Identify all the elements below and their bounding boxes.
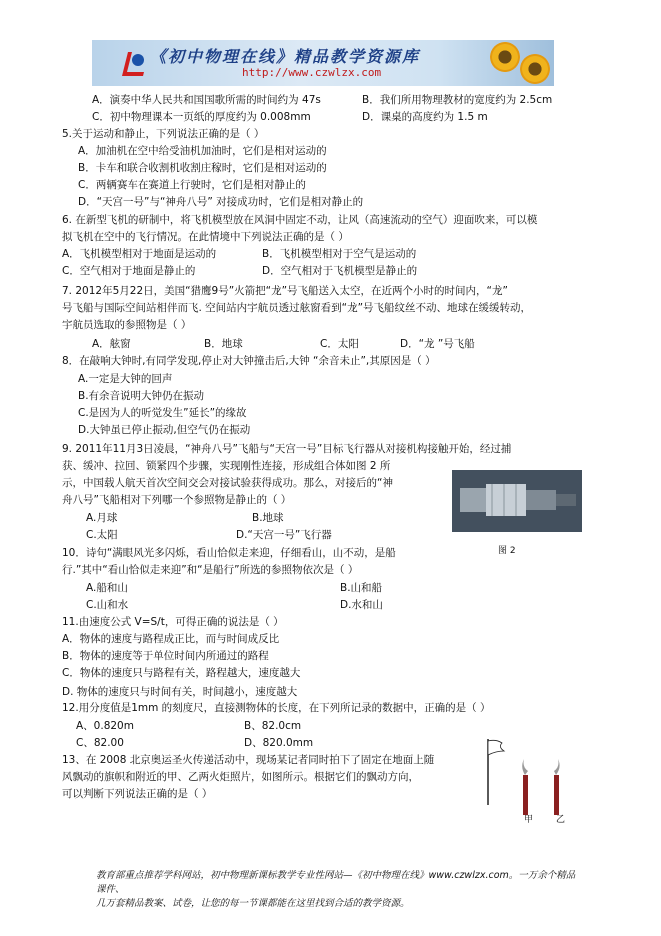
text-line-q6d: D．空气相对于飞机模型是静止的 <box>262 265 418 277</box>
footer-line-2: 几万套精品教案、试卷，让您的每一节课都能在这里找到合适的教学资源。 <box>96 898 410 909</box>
text-line-q12: 12.用分度值是1mm 的刻度尺，直接测物体的长度，在下列所记录的数据中，正确的是（ ） <box>62 702 491 714</box>
site-logo-icon <box>118 48 148 80</box>
text-line-q11d: D. 物体的速度只与时间有关，时间越小，速度越大 <box>62 686 298 698</box>
text-line-q9d: D.“天宫一号”飞行器 <box>236 529 332 541</box>
text-line-q6c: C．空气相对于地面是静止的 <box>62 265 196 277</box>
text-line-q5c: C．两辆赛车在赛道上行驶时，它们是相对静止的 <box>78 179 306 191</box>
text-line-q5a: A．加油机在空中给受油机加油时，它们是相对运动的 <box>78 145 327 157</box>
text-line-torchB: 乙 <box>556 815 566 825</box>
text-line-q13l1: 13、在 2008 北京奥运圣火传递活动中，现场某记者同时拍下了固定在地面上随 <box>62 754 435 766</box>
text-line-q12d: D、820.0mm <box>244 737 314 749</box>
text-line-q5b: B．卡车和联合收割机收割庄稼时，它们是相对运动的 <box>78 162 327 174</box>
text-line-q4c: C．初中物理课本一页纸的厚度约为 0.008mm <box>92 111 311 123</box>
text-line-q9c: C.太阳 <box>86 529 118 541</box>
text-line-q4b: B．我们所用物理教材的宽度约为 2.5cm <box>362 94 553 106</box>
text-line-q8: 8．在敲响大钟时,有同学发现,停止对大钟撞击后,大钟 “余音未止”,其原因是（ ） <box>62 355 436 367</box>
text-line-q7b: B．地球 <box>204 338 243 350</box>
text-line-q10a: A.船和山 <box>86 582 128 594</box>
text-line-q11c: C．物体的速度只与路程有关，路程越大，速度越大 <box>62 667 301 679</box>
text-line-q11: 11.由速度公式 V=S/t，可得正确的说法是（ ） <box>62 616 284 628</box>
figure-torches <box>480 735 580 825</box>
text-line-q8b: B.有余音说明大钟仍在振动 <box>78 390 205 402</box>
banner-url[interactable]: http://www.czwlzx.com <box>242 66 382 79</box>
text-line-q9l4: 舟八号”飞船相对下列哪一个参照物是静止的（ ） <box>62 494 292 506</box>
text-line-q10d: D.水和山 <box>340 599 383 611</box>
text-line-q4a: A．演奏中华人民共和国国歌所需的时间约为 47s <box>92 94 321 106</box>
text-line-q12b: B、82.0cm <box>244 720 302 732</box>
sunflower-icon <box>520 54 550 84</box>
text-line-q5: 5.关于运动和静止，下列说法正确的是（ ） <box>62 128 265 140</box>
text-line-q8d: D.大钟虽已停止振动,但空气仍在振动 <box>78 424 251 436</box>
text-line-q10l2: 行.”其中“看山恰似走来迎”和“是船行”所选的参照物依次是（ ） <box>62 564 359 576</box>
text-line-q7l2: 号飞船与国际空间站相伴而飞. 空间站内宇航员透过舷窗看到“龙”号飞船纹丝不动、地球在缓缓转动， <box>62 302 532 314</box>
text-line-q12c: C、82.00 <box>76 737 124 749</box>
text-line-q10b: B.山和船 <box>340 582 383 594</box>
text-line-q6l1: 6. 在新型飞机的研制中，将飞机模型放在风洞中固定不动，让风（高速流动的空气）迎面吹来，可以模 <box>62 214 538 226</box>
text-line-q11a: A．物体的速度与路程成正比，而与时间成反比 <box>62 633 280 645</box>
text-line-torchA: 甲 <box>524 815 534 825</box>
text-line-q8c: C.是因为人的听觉发生”延长”的缘故 <box>78 407 247 419</box>
text-line-q7l1: 7. 2012年5月22日，美国“猎鹰9号”火箭把“龙”号飞船送入太空，在近两个小时的时间内，“龙” <box>62 285 508 297</box>
text-line-q9a: A.月球 <box>86 512 118 524</box>
text-line-fig2cap: 图 2 <box>498 546 516 556</box>
text-line-q13l2: 风飘动的旗帜和附近的甲、乙两火炬照片，如图所示。根据它们的飘动方向， <box>62 771 419 783</box>
text-line-q7d: D．“龙 ”号飞船 <box>400 338 475 350</box>
text-line-q5d: D．“天宫一号”与“神舟八号” 对接成功时，它们是相对静止的 <box>78 196 364 208</box>
text-line-q7a: A．舷窗 <box>92 338 131 350</box>
text-line-q8a: A.一定是大钟的回声 <box>78 373 173 385</box>
text-line-q6b: B．飞机模型相对于空气是运动的 <box>262 248 417 260</box>
page-footer <box>96 869 576 911</box>
text-line-q11b: B．物体的速度等于单位时间内所通过的路程 <box>62 650 269 662</box>
text-line-q10l1: 10．诗句“满眼风光多闪烁，看山恰似走来迎，仔细看山，山不动，是船 <box>62 547 396 559</box>
text-line-q9l2: 获、缓冲、拉回、锁紧四个步骤，实现刚性连接，形成组合体如图 2 所 <box>62 460 391 472</box>
text-line-q6l2: 拟飞机在空中的飞行情况。在此情境中下列说法正确的是（ ） <box>62 231 349 243</box>
text-line-q9b: B.地球 <box>252 512 284 524</box>
text-line-q4d: D．课桌的高度约为 1.5 m <box>362 111 488 123</box>
text-line-q9l1: 9. 2011年11月3日凌晨，“神舟八号”飞船与“天宫一号”目标飞行器从对接机构接触开始，经过捕 <box>62 443 512 455</box>
footer-line-1: 教育部重点推荐学科网站，初中物理新课标教学专业性网站—《初中物理在线》www.czwlzx.com。一万余个精品课件、 <box>96 870 576 895</box>
text-line-q10c: C.山和水 <box>86 599 129 611</box>
text-line-q6a: A．飞机模型相对于地面是运动的 <box>62 248 217 260</box>
sunflower-icon <box>490 42 520 72</box>
text-line-q13l3: 可以判断下列说法正确的是（ ） <box>62 788 213 800</box>
text-line-q9l3: 示，中国载人航天首次空间交会对接试验获得成功。那么，对接后的“神 <box>62 477 393 489</box>
text-line-q7c: C．太阳 <box>320 338 359 350</box>
text-line-q7l3: 宇航员选取的参照物是（ ） <box>62 319 192 331</box>
figure-2-spacecraft-photo <box>452 470 582 532</box>
header-banner <box>92 40 554 86</box>
banner-title: 《初中物理在线》精品教学资源库 <box>150 47 421 66</box>
text-line-q12a: A、0.820m <box>76 720 134 732</box>
